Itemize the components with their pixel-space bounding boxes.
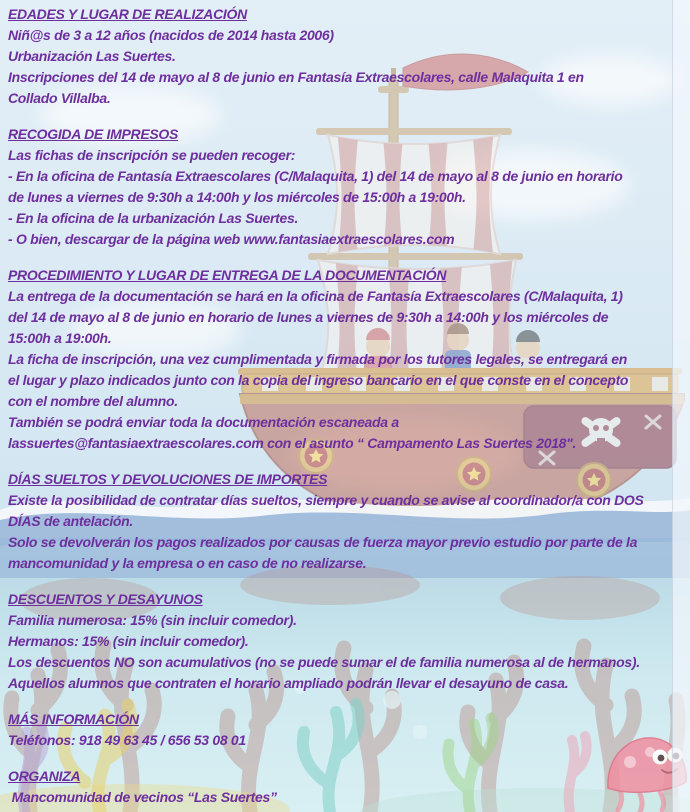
text-line: La ficha de inscripción, una vez cumplimentada y firmada por los tutores legales, se entregará en [8,351,627,367]
text-line: La entrega de la documentación se hará en la oficina de Fantasía Extraescolares (C/Malaquita, 1) [8,288,623,304]
text-line: Teléfonos: 918 49 63 45 / 656 53 08 01 [8,732,246,748]
text-line: Inscripciones del 14 de mayo al 8 de junio en Fantasía Extraescolares, calle Malaquita 1 en [8,69,584,85]
text-line: También se podrá enviar toda la documentación escaneada a [8,414,399,430]
section-heading: RECOGIDA DE IMPRESOS [8,126,179,142]
text-line: Urbanización Las Suertes. [8,48,176,64]
section-heading: DÍAS SUELTOS Y DEVOLUCIONES DE IMPORTES [8,471,328,487]
section-7 [8,766,682,808]
text-line: Aquellos alumnos que contraten el horario ampliado podrán llevar el desayuno de casa. [8,675,569,691]
section-heading: ORGANIZA [8,768,81,784]
section-heading: EDADES Y LUGAR DE REALIZACIÓN [8,6,247,22]
text-line: - En la oficina de Fantasía Extraescolares (C/Malaquita, 1) del 14 de mayo al 8 de junio en horario [8,168,623,184]
text-line: Collado Villalba. [8,90,111,106]
section-4 [8,469,682,574]
text-line: - En la oficina de la urbanización Las Suertes. [8,210,299,226]
text-line: Familia numerosa: 15% (sin incluir comedor). [8,612,297,628]
text-line: Las fichas de inscripción se pueden recoger: [8,147,296,163]
text-line: Los descuentos NO son acumulativos (no se puede sumar el de familia numerosa al de hermanos). [8,654,640,670]
section-5 [8,589,682,694]
text-line: del 14 de mayo al 8 de junio en horario de lunes a viernes de 9:30h a 14:00h y los miércoles de [8,309,609,325]
text-line: mancomunidad y la empresa o en caso de no realizarse. [8,555,367,571]
text-line: 15:00h a 19:00h. [8,330,112,346]
text-line: el lugar y plazo indicados junto con la copia del ingreso bancario en el que conste en el concepto [8,372,629,388]
text-line: Hermanos: 15% (sin incluir comedor). [8,633,249,649]
section-heading: DESCUENTOS Y DESAYUNOS [8,591,203,607]
text-line: DÍAS de antelación. [8,513,133,529]
text-line: con el nombre del alumno. [8,393,178,409]
section-1 [8,4,682,109]
text-line: Existe la posibilidad de contratar días sueltos, siempre y cuando se avise al coordinador/a con DOS [8,492,644,508]
text-line: - O bien, descargar de la página web www.fantasiaextraescolares.com [8,231,455,247]
text-line: lassuertes@fantasiaextraescolares.com con el asunto “ Campamento Las Suertes 2018". [8,435,577,451]
text-line: Mancomunidad de vecinos “Las Suertes” [8,789,277,805]
text-line: de lunes a viernes de 9:30h a 14:00h y los miércoles de 15:00h a 19:00h. [8,189,466,205]
section-3 [8,265,682,454]
section-heading: MÁS INFORMACIÓN [8,711,139,727]
section-6 [8,709,682,751]
section-2 [8,124,682,250]
section-heading: PROCEDIMIENTO Y LUGAR DE ENTREGA DE LA DOCUMENTACIÓN [8,267,447,283]
text-line: Solo se devolverán los pagos realizados por causas de fuerza mayor previo estudio por parte de la [8,534,638,550]
text-line: Niñ@s de 3 a 12 años (nacidos de 2014 hasta 2006) [8,27,334,43]
